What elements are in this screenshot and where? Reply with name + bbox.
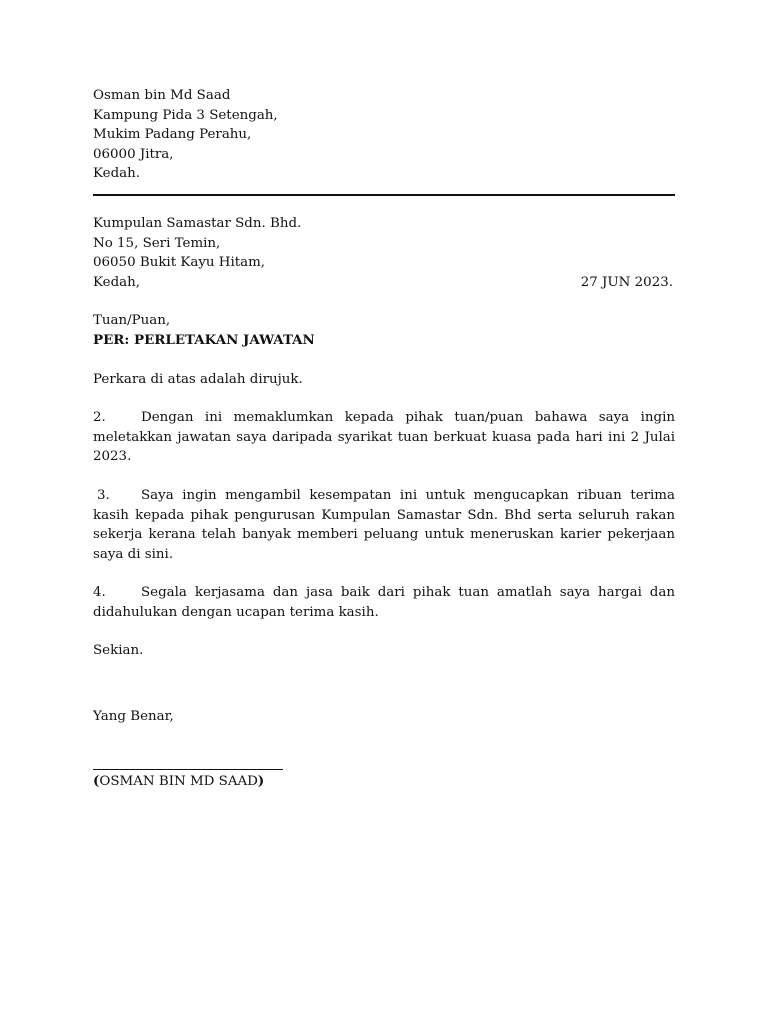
paragraph-text: Segala kerjasama dan jasa baik dari pihak tuan amatlah saya hargai dan didahulukan dengan ucapan terima kasih. <box>93 585 675 620</box>
numbered-paragraph <box>93 408 675 467</box>
sender-address-line: Kampung Pida 3 Setengah, <box>93 107 278 123</box>
recipient-address-line: Kedah, <box>93 274 141 290</box>
salutation-block <box>93 311 675 350</box>
signer-open-paren: ( <box>93 772 100 789</box>
recipient-last-line-row <box>93 273 673 293</box>
subject-line: PER: PERLETAKAN JAWATAN <box>93 331 315 348</box>
salutation: Tuan/Puan, <box>93 313 171 329</box>
sender-name: Osman bin Md Saad <box>93 88 231 103</box>
recipient-block <box>93 214 675 292</box>
letter-body <box>93 86 675 791</box>
paragraph-number: 2. <box>93 410 106 426</box>
numbered-paragraph <box>93 583 675 622</box>
paragraph-number: 4. <box>93 585 106 601</box>
sender-address-line: Mukim Padang Perahu, <box>93 127 252 143</box>
signer-close-paren: ) <box>257 772 265 789</box>
sender-block <box>93 86 675 184</box>
signer-name: OSMAN BIN MD SAAD <box>99 773 258 789</box>
signature-line <box>93 769 283 770</box>
closing-block <box>93 641 675 661</box>
intro-paragraph <box>93 370 675 390</box>
closing-text: Sekian. <box>93 643 144 659</box>
numbered-paragraph <box>93 486 675 564</box>
paragraph-text: Saya ingin mengambil kesempatan ini untuk mengucapkan ribuan terima kasih kepada pihak pengurusan Kumpulan Samastar Sdn. Bhd serta seluruh rakan sekerja kerana telah banyak memberi peluang untuk meneruskan karier pekerjaan saya di sini. <box>93 487 675 562</box>
sender-address-line: 06000 Jitra, <box>93 146 174 162</box>
intro-text: Perkara di atas adalah dirujuk. <box>93 371 303 387</box>
recipient-address-line: 06050 Bukit Kayu Hitam, <box>93 255 266 271</box>
sender-address-line: Kedah. <box>93 166 141 182</box>
letter-date: 27 JUN 2023. <box>580 274 673 290</box>
recipient-company: Kumpulan Samastar Sdn. Bhd. <box>93 215 302 231</box>
paragraph-number: 3. <box>97 487 110 503</box>
recipient-address-line: No 15, Seri Temin, <box>93 235 221 251</box>
signer-block <box>93 772 675 792</box>
header-divider <box>93 194 675 196</box>
regards-block <box>93 707 675 727</box>
regards-text: Yang Benar, <box>93 709 174 725</box>
paragraph-text: Dengan ini memaklumkan kepada pihak tuan/puan bahawa saya ingin meletakkan jawatan saya daripada syarikat tuan berkuat kuasa pada hari ini 2 Julai 2023. <box>93 410 675 465</box>
